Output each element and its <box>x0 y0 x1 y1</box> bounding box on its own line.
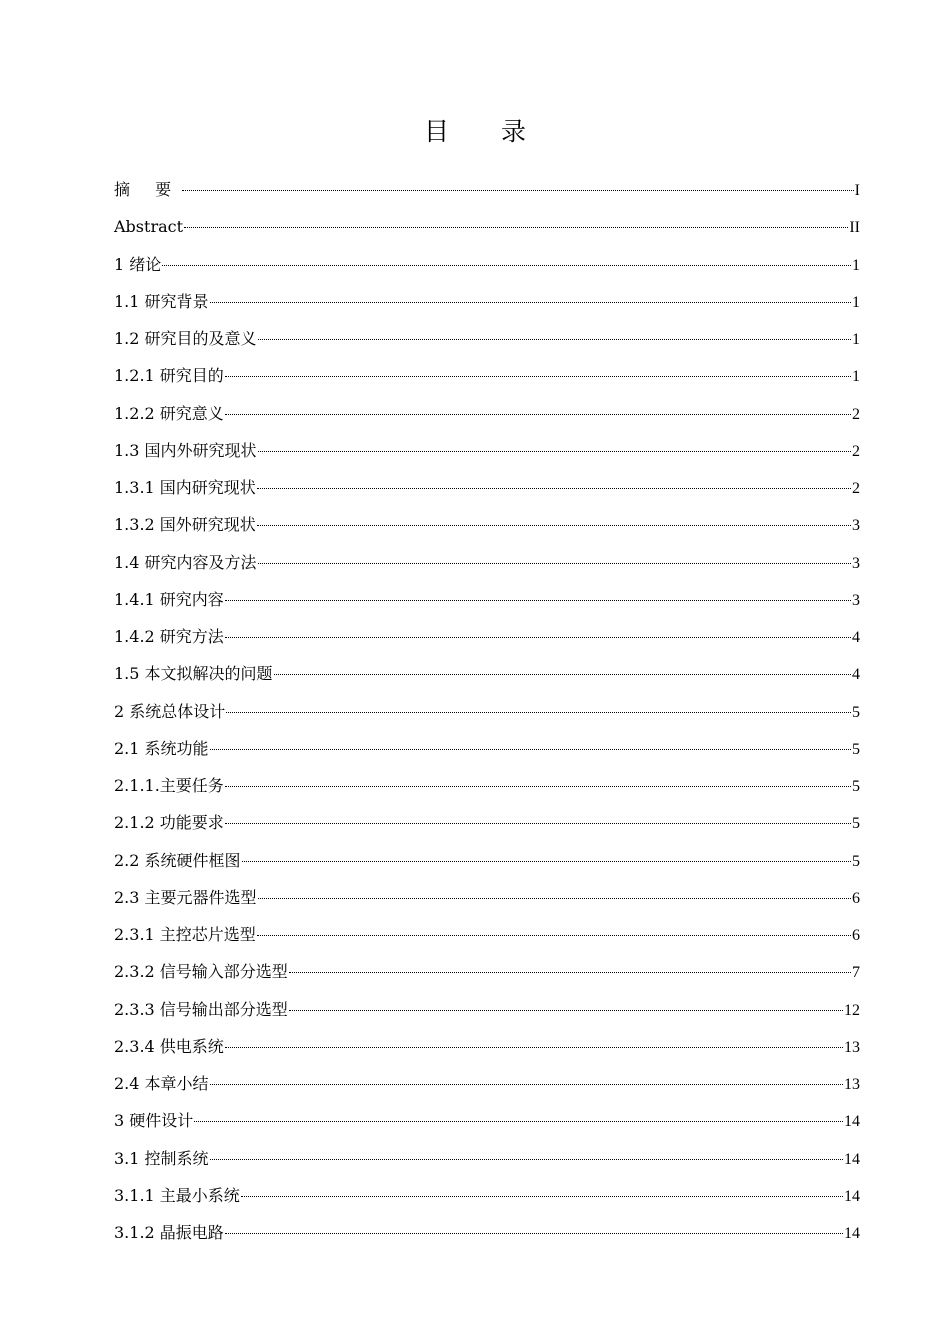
toc-entry-page-number: 1 <box>852 293 860 311</box>
toc-dot-leader <box>210 749 851 750</box>
toc-dot-leader <box>258 898 851 899</box>
toc-entry[interactable] <box>114 398 860 435</box>
toc-entry[interactable] <box>114 845 860 882</box>
toc-entry[interactable] <box>114 733 860 770</box>
toc-dot-leader <box>274 674 851 675</box>
toc-entry-page-number: 2 <box>852 480 860 497</box>
toc-entry[interactable] <box>114 1068 860 1105</box>
toc-entry[interactable] <box>114 882 860 919</box>
toc-dot-leader <box>225 376 851 377</box>
toc-entry[interactable] <box>114 249 860 286</box>
toc-entry-label: 2.1.1.主要任务 <box>114 776 224 795</box>
toc-entry-page-number: 5 <box>852 852 860 870</box>
toc-entry-label: 3 硬件设计 <box>114 1111 194 1131</box>
toc-entry-label: 1.2.2 研究意义 <box>114 403 224 423</box>
toc-entry[interactable] <box>114 1180 860 1217</box>
toc-entry-page-number: 2 <box>852 442 860 460</box>
toc-entry[interactable] <box>114 211 860 248</box>
toc-entry-page-number: 3 <box>852 517 860 535</box>
toc-entry-label: 2.3.2 信号输入部分选型 <box>114 962 288 982</box>
toc-entry[interactable] <box>114 323 860 360</box>
toc-entry[interactable] <box>114 174 860 211</box>
toc-entry[interactable] <box>114 1105 860 1142</box>
toc-entry-page-number: 4 <box>852 629 860 646</box>
toc-entry[interactable] <box>114 807 860 844</box>
toc-dot-leader <box>258 339 851 340</box>
toc-entry-label: Abstract <box>114 217 184 237</box>
toc-entry-page-number: II <box>849 219 860 237</box>
toc-entry-label: 1.4.2 研究方法 <box>114 627 224 646</box>
toc-entry[interactable] <box>114 472 860 509</box>
toc-entry-label: 摘 要 <box>114 180 182 199</box>
toc-entry-page-number: 2 <box>852 405 860 423</box>
toc-dot-leader <box>225 414 851 415</box>
toc-entry[interactable] <box>114 658 860 695</box>
toc-entry-page-number: 4 <box>852 666 860 684</box>
toc-dot-leader <box>225 823 851 824</box>
toc-entry[interactable] <box>114 994 860 1031</box>
toc-entry-label: 3.1.2 晶振电路 <box>114 1223 224 1242</box>
toc-entry-label: 2.1 系统功能 <box>114 738 209 758</box>
toc-entry-page-number: 14 <box>844 1187 860 1205</box>
toc-entry-label: 1.4.1 研究内容 <box>114 589 224 609</box>
toc-entry[interactable] <box>114 1217 860 1254</box>
toc-entry-page-number: 1 <box>852 331 860 348</box>
toc-dot-leader <box>210 1084 843 1085</box>
toc-entry-page-number: 7 <box>852 964 860 982</box>
toc-entry-page-number: 14 <box>844 1225 860 1242</box>
toc-entry-page-number: 12 <box>844 1001 860 1019</box>
toc-entry-page-number: 1 <box>852 256 860 274</box>
toc-dot-leader <box>225 600 851 601</box>
toc-entry-page-number: 5 <box>852 815 860 833</box>
toc-dot-leader <box>194 1121 843 1122</box>
toc-entry[interactable] <box>114 435 860 472</box>
toc-entry-label: 1.3.2 国外研究现状 <box>114 515 256 535</box>
toc-dot-leader <box>162 265 851 266</box>
toc-entry-page-number: I <box>854 182 860 199</box>
toc-entry-label: 1.5 本文拟解决的问题 <box>114 664 273 684</box>
toc-entry-label: 1 绪论 <box>114 254 162 274</box>
toc-entry-page-number: 5 <box>852 740 860 758</box>
toc-dot-leader <box>210 1159 843 1160</box>
toc-dot-leader <box>242 861 851 862</box>
toc-entry-label: 2 系统总体设计 <box>114 701 226 721</box>
toc-entry[interactable] <box>114 1143 860 1180</box>
toc-dot-leader <box>184 227 848 228</box>
toc-entry-page-number: 13 <box>844 1076 860 1093</box>
toc-entry-page-number: 1 <box>852 368 860 386</box>
toc-entry[interactable] <box>114 547 860 584</box>
toc-entry-label: 1.1 研究背景 <box>114 291 209 311</box>
toc-entry-label: 2.3.1 主控芯片选型 <box>114 925 256 944</box>
toc-title: 目 录 <box>424 117 548 146</box>
toc-entry-page-number: 13 <box>844 1038 860 1056</box>
toc-entry-page-number: 6 <box>852 927 860 944</box>
toc-entry-page-number: 5 <box>852 778 860 795</box>
toc-entry[interactable] <box>114 919 860 956</box>
toc-entry-label: 1.2 研究目的及意义 <box>114 329 257 348</box>
toc-entry[interactable] <box>114 584 860 621</box>
toc-entry[interactable] <box>114 956 860 993</box>
toc-entry-label: 2.4 本章小结 <box>114 1074 209 1093</box>
toc-entry[interactable] <box>114 286 860 323</box>
toc-entry-label: 2.3.3 信号输出部分选型 <box>114 999 288 1019</box>
toc-dot-leader <box>225 1233 843 1234</box>
toc-entry-label: 1.2.1 研究目的 <box>114 366 224 386</box>
toc-entry-page-number: 3 <box>852 554 860 572</box>
toc-entry-label: 1.3.1 国内研究现状 <box>114 478 256 497</box>
toc-entry-page-number: 5 <box>852 703 860 721</box>
toc-entry-page-number: 3 <box>852 591 860 609</box>
toc-entry-label: 2.2 系统硬件框图 <box>114 850 241 870</box>
toc-entry-label: 3.1 控制系统 <box>114 1148 209 1168</box>
toc-entry[interactable] <box>114 696 860 733</box>
toc-entry[interactable] <box>114 770 860 807</box>
toc-dot-leader <box>257 935 851 936</box>
toc-entry[interactable] <box>114 621 860 658</box>
toc-entry-label: 3.1.1 主最小系统 <box>114 1185 240 1205</box>
toc-entry-page-number: 6 <box>852 889 860 907</box>
toc-dot-leader <box>258 563 851 564</box>
toc-dot-leader <box>289 972 851 973</box>
toc-entry[interactable] <box>114 360 860 397</box>
toc-entry-label: 2.1.2 功能要求 <box>114 813 224 833</box>
toc-dot-leader <box>182 190 854 191</box>
toc-dot-leader <box>226 712 851 713</box>
toc-entry-label: 1.4 研究内容及方法 <box>114 552 257 572</box>
toc-entry[interactable] <box>114 1031 860 1068</box>
toc-entry[interactable] <box>114 509 860 546</box>
toc-entry-label: 2.3.4 供电系统 <box>114 1036 224 1056</box>
toc-entry-page-number: 14 <box>844 1113 860 1131</box>
toc-entry-page-number: 14 <box>844 1150 860 1168</box>
toc-entry-label: 1.3 国内外研究现状 <box>114 440 257 460</box>
toc-dot-leader <box>225 637 851 638</box>
toc-dot-leader <box>257 488 851 489</box>
toc-dot-leader <box>241 1196 843 1197</box>
toc-list <box>114 174 860 1254</box>
toc-dot-leader <box>257 525 851 526</box>
toc-dot-leader <box>289 1010 843 1011</box>
toc-dot-leader <box>210 302 851 303</box>
toc-dot-leader <box>225 786 851 787</box>
toc-dot-leader <box>225 1047 843 1048</box>
toc-entry-label: 2.3 主要元器件选型 <box>114 887 257 907</box>
toc-dot-leader <box>258 451 851 452</box>
